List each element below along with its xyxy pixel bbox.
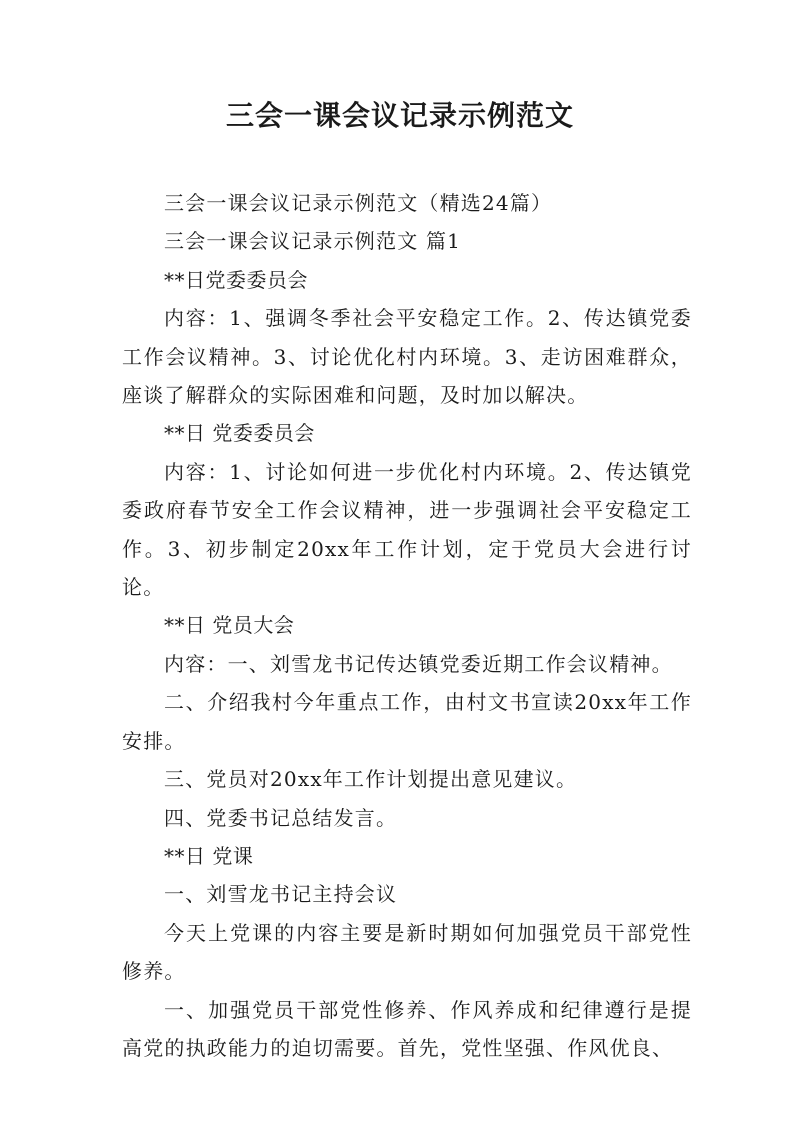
paragraph-content: 内容：1、讨论如何进一步优化村内环境。2、传达镇党委政府春节安全工作会议精神，进一步强调社会平安稳定工作。3、初步制定20xx年工作计划，定于党员大会进行讨论。: [122, 459, 692, 600]
paragraph-intro: 三会一课会议记录示例范文（精选24篇）: [164, 191, 553, 215]
paragraph-meeting-heading: **日 党委委员会: [164, 421, 315, 446]
paragraph-content: 二、介绍我村今年重点工作，由村文书宣读20xx年工作安排。: [122, 690, 692, 753]
document-title: 三会一课会议记录示例范文: [225, 99, 574, 132]
paragraph-content: 内容：一、刘雪龙书记传达镇党委近期工作会议精神。: [164, 651, 673, 676]
paragraph-section-heading: 三会一课会议记录示例范文 篇1: [164, 229, 462, 254]
paragraph-content: 今天上党课的内容主要是新时期如何加强党员干部党性修养。: [122, 920, 692, 984]
document-body: [122, 184, 692, 1067]
paragraph-meeting-heading: **日 党课: [164, 843, 254, 868]
paragraph-content: 三、党员对20xx年工作计划提出意见建议。: [164, 767, 578, 792]
paragraph-meeting-heading: **日党委委员会: [164, 267, 308, 292]
paragraph-content: 一、刘雪龙书记主持会议: [164, 882, 398, 907]
paragraph-content: 一、加强党员干部党性修养、作风养成和纪律遵行是提高党的执政能力的迫切需要。首先，党性坚强、作风优良、: [122, 997, 692, 1060]
paragraph-content: 四、党委书记总结发言。: [164, 805, 398, 830]
paragraph-content: 内容：1、强调冬季社会平安稳定工作。2、传达镇党委工作会议精神。3、讨论优化村内环境。3、走访困难群众，座谈了解群众的实际困难和问题，及时加以解决。: [122, 306, 692, 408]
paragraph-meeting-heading: **日 党员大会: [164, 613, 295, 638]
